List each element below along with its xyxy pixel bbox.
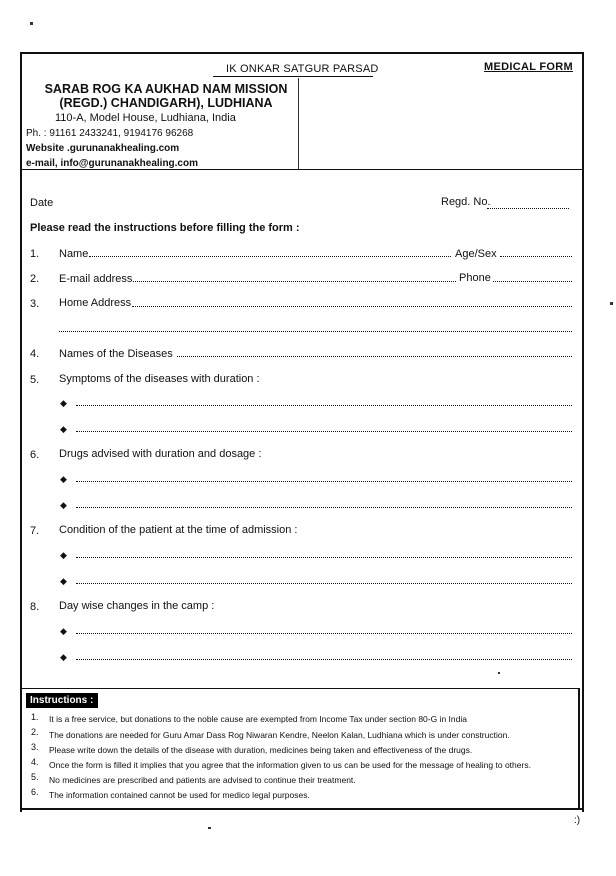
scan-speck xyxy=(30,22,33,25)
bullet-icon: ◆ xyxy=(60,500,67,510)
instruction-text: Please write down the details of the disease with duration, medicines being taken and effectiveness of the drugs. xyxy=(49,745,473,755)
drugs-label: Drugs advised with duration and dosage : xyxy=(59,448,262,460)
instructions-top-rule xyxy=(22,688,578,689)
organization-phone: Ph. : 91161 2433241, 9194176 96268 xyxy=(26,128,194,139)
header-bottom-rule xyxy=(20,169,584,170)
name-field[interactable] xyxy=(89,250,451,257)
home-address-field[interactable] xyxy=(132,300,572,307)
organization-address: 110-A, Model House, Ludhiana, India xyxy=(55,112,236,124)
bullet-icon: ◆ xyxy=(60,398,67,408)
home-address-field-line2[interactable] xyxy=(59,325,572,332)
organization-email: e-mail, info@gurunanakhealing.com xyxy=(26,158,198,169)
condition-field-line1[interactable] xyxy=(76,551,572,558)
regd-no-label: Regd. No. xyxy=(441,196,491,208)
bullet-icon: ◆ xyxy=(60,474,67,484)
bullet-icon: ◆ xyxy=(60,424,67,434)
home-address-label: Home Address xyxy=(59,297,132,309)
drugs-field-line2[interactable] xyxy=(76,501,572,508)
organization-name-line1: SARAB ROG KA AUKHAD NAM MISSION xyxy=(44,82,288,96)
page-corner-mark: :) xyxy=(574,815,581,826)
instruction-text: The donations are needed for Guru Amar Dass Rog Niwaran Kendre, Neelon Kalan, Ludhiana which is under construction. xyxy=(49,730,510,740)
instruction-number: 3. xyxy=(31,742,39,752)
date-label: Date xyxy=(30,197,54,209)
day-changes-field-line2[interactable] xyxy=(76,653,572,660)
instruction-text: No medicines are prescribed and patients are advised to continue their treatment. xyxy=(49,775,356,785)
symptoms-field-line2[interactable] xyxy=(76,425,572,432)
instructions-right-rule xyxy=(578,688,580,810)
diseases-label: Names of the Diseases xyxy=(59,348,173,360)
symptoms-label: Symptoms of the diseases with duration : xyxy=(59,373,260,385)
instruction-number: 5. xyxy=(31,772,39,782)
regd-no-field[interactable] xyxy=(487,200,569,209)
scan-speck xyxy=(610,302,613,305)
instruction-number: 6. xyxy=(31,787,39,797)
age-sex-field[interactable] xyxy=(500,250,572,257)
bullet-icon: ◆ xyxy=(60,652,67,662)
organization-name xyxy=(36,82,296,110)
diseases-field[interactable] xyxy=(177,350,572,357)
instruction-text: Once the form is filled it implies that you agree that the information given to us can be used for the message of healing to others. xyxy=(49,760,531,770)
field-number: 7. xyxy=(30,525,40,537)
instruction-number: 2. xyxy=(31,727,39,737)
organization-name-line2: (REGD.) CHANDIGARH), LUDHIANA xyxy=(59,96,273,110)
bullet-icon: ◆ xyxy=(60,550,67,560)
field-number: 5. xyxy=(30,374,40,386)
scan-speck xyxy=(208,827,211,829)
phone-field[interactable] xyxy=(493,275,572,282)
tagline: IK ONKAR SATGUR PARSAD xyxy=(226,63,379,75)
field-number: 2. xyxy=(30,273,40,285)
drugs-field-line1[interactable] xyxy=(76,475,572,482)
field-number: 8. xyxy=(30,601,40,613)
instruction-number: 1. xyxy=(31,712,39,722)
condition-label: Condition of the patient at the time of admission : xyxy=(59,524,298,536)
email-label: E-mail address xyxy=(59,273,133,285)
condition-field-line2[interactable] xyxy=(76,577,572,584)
age-sex-label: Age/Sex xyxy=(455,248,497,260)
instructions-title: Instructions : xyxy=(30,695,94,706)
instruction-number: 4. xyxy=(31,757,39,767)
field-number: 6. xyxy=(30,449,40,461)
symptoms-field-line1[interactable] xyxy=(76,399,572,406)
instructions-heading: Please read the instructions before filling the form : xyxy=(30,222,300,234)
bullet-icon: ◆ xyxy=(60,626,67,636)
instruction-text: It is a free service, but donations to the noble cause are exempted from Income Tax under section 80-G in India xyxy=(49,714,467,724)
instruction-text: The information contained cannot be used for medico legal purposes. xyxy=(49,790,310,800)
phone-label: Phone xyxy=(459,272,491,284)
name-label: Name xyxy=(59,248,89,260)
day-changes-field-line1[interactable] xyxy=(76,627,572,634)
tagline-underline xyxy=(213,76,373,77)
form-bottom-rule xyxy=(20,808,584,810)
header-divider xyxy=(298,78,299,170)
field-number: 3. xyxy=(30,298,40,310)
form-title: MEDICAL FORM xyxy=(484,61,573,73)
day-changes-label: Day wise changes in the camp : xyxy=(59,600,215,612)
bullet-icon: ◆ xyxy=(60,576,67,586)
organization-website: Website .gurunanakhealing.com xyxy=(26,143,180,154)
email-field[interactable] xyxy=(133,275,456,282)
field-number: 1. xyxy=(30,248,40,260)
field-number: 4. xyxy=(30,348,40,360)
